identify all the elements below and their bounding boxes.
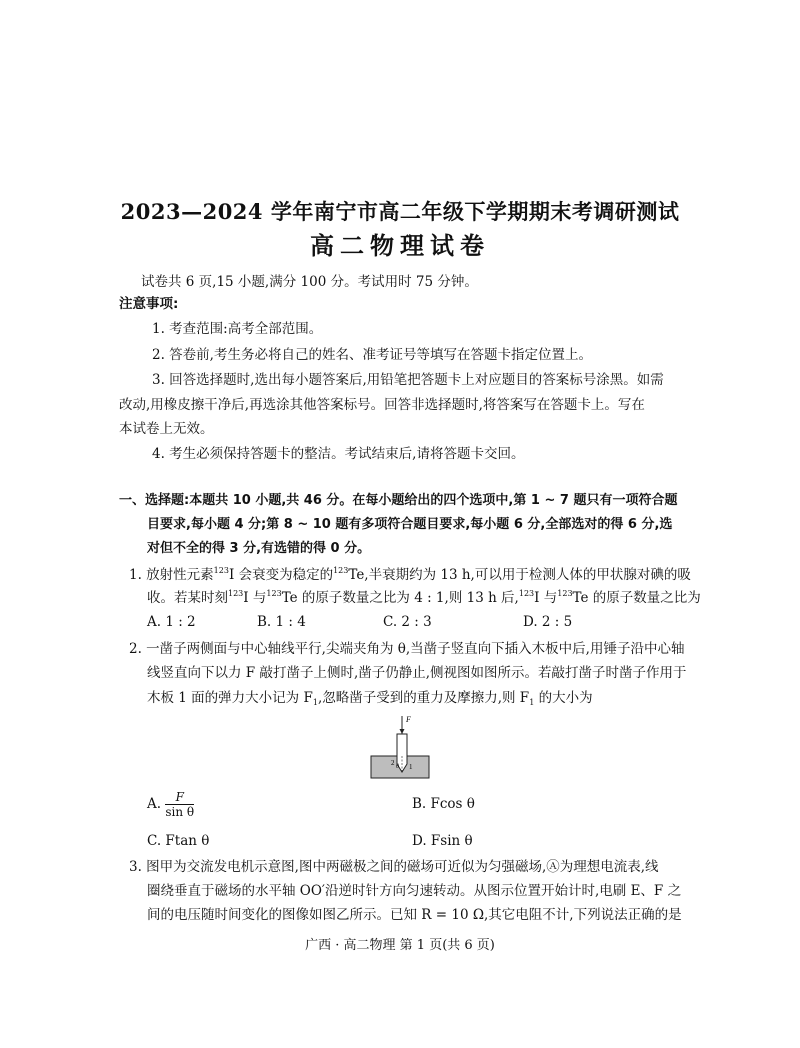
force-label: F — [406, 715, 411, 724]
q2-option-a-fraction — [165, 790, 194, 819]
section-1-heading: 一、选择题:本题共 10 小题,共 46 分。在每小题给出的四个选项中,第 1 ~ 7 题只有一项符合题 — [119, 493, 678, 508]
q2-option-d[interactable]: D. Fsin θ — [412, 833, 473, 849]
q2-option-a-prefix: A. — [147, 796, 162, 812]
force-arrow-head — [400, 729, 405, 734]
question-1-line-1 — [129, 566, 691, 584]
q2-line3-a: 木板 1 面的弹力大小记为 F — [147, 690, 313, 706]
q2-option-a-denominator: sin θ — [165, 805, 195, 819]
notice-item-1: 1. 考查范围:高考全部范围。 — [152, 321, 323, 337]
q1-iso-i-3: 123 — [518, 589, 535, 598]
notice-item-2: 2. 答卷前,考生务必将自己的姓名、准考证号等填写在答题卡指定位置上。 — [152, 347, 592, 363]
q1-iso-te: 123 — [333, 566, 349, 575]
q2-option-c[interactable]: C. Ftan θ — [147, 833, 210, 849]
question-3-line-2: 圈绕垂直于磁场的水平轴 OO′沿逆时针方向匀速转动。从图示位置开始计时,电刷 E、F 之 — [147, 883, 682, 899]
notice-item-4: 4. 考生必须保持答题卡的整洁。考试结束后,请将答题卡交回。 — [152, 446, 525, 462]
q1-text-b: I 会衰变为稳定的 — [228, 567, 334, 583]
exam-intro: 试卷共 6 页,15 小题,满分 100 分。考试用时 75 分钟。 — [141, 274, 478, 290]
q2-sub-2: 1 — [529, 698, 535, 707]
section-1-heading-cont: 目要求,每小题 4 分;第 8 ~ 10 题有多项符合题目要求,每小题 6 分,全部选对的得 6 分,选 — [147, 517, 673, 532]
q1-line2-b: I 与 — [243, 590, 267, 606]
q2-option-b[interactable]: B. Fcos θ — [412, 796, 475, 812]
q2-option-a[interactable] — [147, 790, 194, 819]
face-label-2: 2 — [391, 759, 395, 767]
q1-option-b[interactable]: B. 1 : 4 — [257, 614, 306, 630]
notice-item-3: 3. 回答选择题时,选出每小题答案后,用铅笔把答题卡上对应题目的答案标号涂黑。如需 — [152, 372, 664, 388]
question-2-line-2: 线竖直向下以力 F 敲打凿子上侧时,凿子仍静止,侧视图如图所示。若敲打凿子时凿子作用于 — [147, 665, 687, 681]
q2-line3-b: ,忽略凿子受到的重力及摩擦力,则 F — [317, 690, 530, 706]
question-2-line-3 — [147, 689, 593, 707]
q1-line2-d: I 与 — [534, 590, 558, 606]
q1-line2-c: Te 的原子数量之比为 4 : 1,则 13 h 后, — [281, 590, 519, 606]
q1-iso-i: 123 — [213, 566, 229, 575]
q1-option-d[interactable]: D. 2 : 5 — [523, 614, 573, 630]
section-1-heading-end: 对但不全的得 3 分,有选错的得 0 分。 — [147, 541, 371, 556]
q1-line2-e: Te 的原子数量之比为 — [572, 590, 701, 606]
page-footer: 广西 · 高二物理 第 1 页(共 6 页) — [305, 938, 495, 953]
q2-line3-c: 的大小为 — [534, 690, 593, 706]
question-1-line-2 — [147, 589, 701, 607]
q1-option-c[interactable]: C. 2 : 3 — [383, 614, 432, 630]
question-2-line-1: 2. 一凿子两侧面与中心轴线平行,尖端夹角为 θ,当凿子竖直向下插入木板中后,用锤子沿中心轴 — [129, 641, 685, 657]
notice-item-3-cont: 改动,用橡皮擦干净后,再选涂其他答案标号。回答非选择题时,将答案写在答题卡上。写在 — [119, 397, 645, 413]
q1-iso-te-2: 123 — [266, 589, 282, 598]
question-3-line-1: 3. 图甲为交流发电机示意图,图中两磁极之间的磁场可近似为匀强磁场,Ⓐ为理想电流表,线 — [129, 859, 659, 875]
angle-label: θ — [396, 764, 399, 770]
q2-sub-1: 1 — [312, 698, 318, 707]
q1-iso-i-2: 123 — [228, 589, 244, 598]
exam-subject-title: 高二物理试卷 — [310, 232, 490, 260]
face-label-1: 1 — [409, 763, 413, 771]
chisel-figure — [365, 712, 437, 782]
q1-line2-a: 收。若某时刻 — [147, 590, 228, 606]
notice-heading: 注意事项: — [119, 296, 179, 312]
q1-text-c: Te,半衰期约为 13 h,可以用于检测人体的甲状腺对碘的吸 — [348, 567, 691, 583]
exam-title: 2023—2024 学年南宁市高二年级下学期期末考调研测试 — [120, 199, 680, 224]
notice-item-3-end: 本试卷上无效。 — [119, 421, 214, 437]
question-3-line-3: 间的电压随时间变化的图像如图乙所示。已知 R = 10 Ω,其它电阻不计,下列说法正确的是 — [147, 907, 682, 923]
q2-option-a-numerator: F — [165, 790, 194, 805]
q1-option-a[interactable]: A. 1 : 2 — [147, 614, 196, 630]
q1-text-a: 1. 放射性元素 — [129, 567, 214, 583]
q1-iso-te-3: 123 — [557, 589, 573, 598]
